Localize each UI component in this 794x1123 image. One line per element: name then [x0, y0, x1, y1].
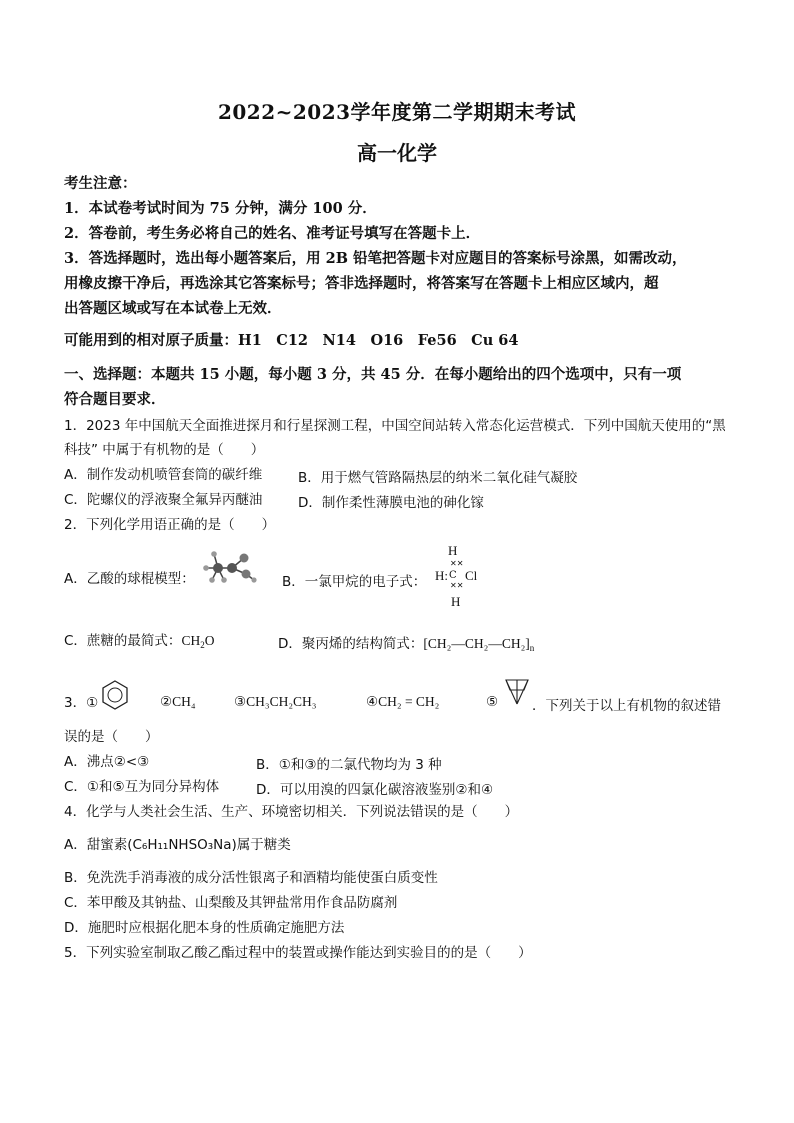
- q4-stem: 4．化学与人类社会生活、生产、环境密切相关．下列说法错误的是（ ）: [64, 804, 519, 820]
- q4-option-d: D．施肥时应根据化肥本身的性质确定施肥方法: [64, 920, 345, 936]
- benzene-ring-icon: [98, 678, 132, 712]
- q2-option-c-formula: CH: [181, 633, 201, 648]
- notice-item: 3．答选择题时，选出每小题答案后，用 2B 铅笔把答题卡对应题目的答案标号涂黑，如需改动，: [64, 250, 687, 267]
- q2-option-c-o: O: [204, 633, 215, 648]
- notice-item: 1．本试卷考试时间为 75 分钟，满分 100 分．: [64, 200, 377, 217]
- svg-text:✕✕: ✕✕: [450, 559, 464, 568]
- q2-stem: 2．下列化学用语正确的是（ ）: [64, 517, 276, 533]
- notice-item: 用橡皮擦干净后，再选涂其它答案标号；答非选择题时，将答案写在答题卡上相应区域内，超: [64, 275, 659, 292]
- section-one-heading: 一、选择题：本题共 15 小题，每小题 3 分，共 45 分．在每小题给出的四个选项中，只有一项: [64, 366, 682, 383]
- q1-option-a: A．制作发动机喷管套筒的碳纤维: [64, 467, 263, 483]
- q3-stem-tail: ．下列关于以上有机物的叙述错: [532, 698, 721, 714]
- q1-option-b: B．用于燃气管路隔热层的纳米二氧化硅气凝胶: [298, 470, 578, 486]
- notice-item: 2．答卷前，考生务必将自己的姓名、准考证号填写在答题卡上．: [64, 225, 481, 242]
- q1-stem: 1．2023 年中国航天全面推进探月和行星探测工程，中国空间站转入常态化运营模式．下列中国航天使用的“黑: [64, 418, 726, 434]
- q1-stem-cont: 科技” 中属于有机物的是（ ）: [64, 442, 265, 458]
- q3-item-4: ④CH₂ = CH₂: [366, 694, 440, 709]
- q3-item-2: ②CH₄: [160, 694, 196, 709]
- q2-option-c-label: C．蔗糖的最简式：: [64, 633, 182, 649]
- q3-stem-cont: 误的是（ ）: [64, 729, 159, 745]
- q3-option-b: B．①和③的二氯代物均为 3 种: [256, 757, 442, 773]
- q3-item-3: ③CH₃CH₂CH₃: [234, 694, 317, 709]
- q3-item-5: ⑤: [486, 694, 499, 710]
- section-one-heading-cont: 符合题目要求．: [64, 391, 166, 408]
- q2-option-d-label: D．聚丙烯的结构简式：: [278, 636, 424, 652]
- notice-label: 考生注意：: [64, 175, 137, 192]
- q4-option-a: A．甜蜜素(C₆H₁₁NHSO₃Na)属于糖类: [64, 837, 291, 853]
- electron-formula-cl: Cl: [465, 568, 478, 583]
- q2-option-d-formula: [CH₂—CH₂—CH₂]: [423, 636, 530, 651]
- q3-item-1: 3．①: [64, 695, 99, 711]
- electron-formula-top-h: H: [448, 543, 458, 558]
- electron-formula-left-h: H:: [435, 568, 448, 583]
- q5-stem: 5．下列实验室制取乙酸乙酯过程中的装置或操作能达到实验目的的是（ ）: [64, 945, 532, 961]
- q2-option-c-sub: 2: [200, 640, 205, 650]
- q2-option-c: [64, 632, 214, 654]
- q4-option-b: B．免洗洗手消毒液的成分活性银离子和酒精均能使蛋白质变性: [64, 870, 438, 886]
- atomic-mass-text: 可能用到的相对原子质量：H1 C12 N14 O16 Fe56 Cu 64: [64, 332, 519, 349]
- q2-option-d: [278, 632, 534, 653]
- svg-text:C: C: [449, 570, 457, 581]
- q3-option-d: D．可以用溴的四氯化碳溶液鉴别②和④: [256, 782, 494, 798]
- electron-formula-bottom-h: H: [451, 594, 461, 609]
- svg-text:✕✕: ✕✕: [450, 581, 464, 590]
- notice-item: 出答题区域或写在本试卷上无效．: [64, 300, 282, 317]
- exam-subject: 高一化学: [357, 141, 437, 165]
- q2-option-a: A．乙酸的球棍模型：: [64, 571, 195, 587]
- electron-dots-icon: [448, 558, 464, 596]
- prism-structure-icon: [502, 676, 532, 708]
- ball-stick-model-icon: [198, 548, 258, 588]
- q1-option-d: D．制作柔性薄膜电池的砷化镓: [298, 495, 484, 511]
- q1-option-c: C．陀螺仪的浮液聚全氟异丙醚油: [64, 492, 263, 508]
- q2-option-b: B．一氯甲烷的电子式：: [282, 574, 427, 590]
- atomic-mass-note: [64, 332, 518, 350]
- q3-option-a: A．沸点②<③: [64, 754, 150, 770]
- q4-option-c: C．苯甲酸及其钠盐、山梨酸及其钾盐常用作食品防腐剂: [64, 895, 398, 911]
- q3-option-c: C．①和⑤互为同分异构体: [64, 779, 220, 795]
- q2-option-d-sub: n: [529, 643, 535, 653]
- exam-title: 2022~2023学年度第二学期期末考试: [217, 100, 577, 124]
